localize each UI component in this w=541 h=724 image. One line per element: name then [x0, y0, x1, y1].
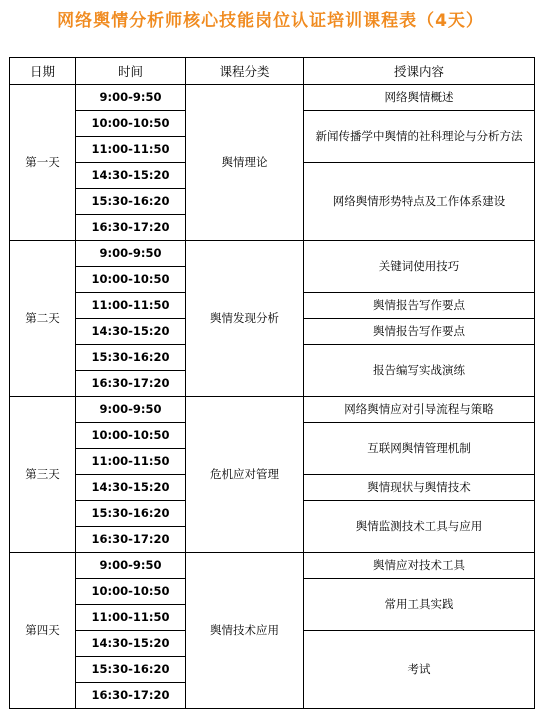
schedule-row	[10, 241, 535, 267]
time-slot: 9:00-9:50	[76, 85, 186, 111]
course-content: 互联网舆情管理机制	[304, 423, 535, 475]
course-content: 常用工具实践	[304, 579, 535, 631]
time-slot: 16:30-17:20	[76, 371, 186, 397]
header-time: 时间	[76, 58, 186, 85]
time-slot: 9:00-9:50	[76, 397, 186, 423]
day-label: 第一天	[10, 85, 76, 241]
time-slot: 14:30-15:20	[76, 631, 186, 657]
schedule-row	[10, 553, 535, 579]
course-content: 舆情应对技术工具	[304, 553, 535, 579]
time-slot: 14:30-15:20	[76, 319, 186, 345]
course-category: 舆情发现分析	[186, 241, 304, 397]
time-slot: 15:30-16:20	[76, 345, 186, 371]
course-content: 报告编写实战演练	[304, 345, 535, 397]
course-content: 考试	[304, 631, 535, 709]
time-slot: 15:30-16:20	[76, 657, 186, 683]
time-slot: 11:00-11:50	[76, 293, 186, 319]
day-label: 第四天	[10, 553, 76, 709]
time-slot: 14:30-15:20	[76, 475, 186, 501]
course-content: 网络舆情形势特点及工作体系建设	[304, 163, 535, 241]
schedule-table	[9, 57, 535, 709]
schedule-body	[10, 85, 535, 709]
course-category: 舆情技术应用	[186, 553, 304, 709]
course-content: 网络舆情应对引导流程与策略	[304, 397, 535, 423]
time-slot: 16:30-17:20	[76, 683, 186, 709]
day-label: 第三天	[10, 397, 76, 553]
header-row	[10, 58, 535, 85]
header-category: 课程分类	[186, 58, 304, 85]
course-content: 网络舆情概述	[304, 85, 535, 111]
time-slot: 9:00-9:50	[76, 241, 186, 267]
course-content: 舆情报告写作要点	[304, 319, 535, 345]
time-slot: 10:00-10:50	[76, 579, 186, 605]
time-slot: 10:00-10:50	[76, 111, 186, 137]
course-category: 舆情理论	[186, 85, 304, 241]
time-slot: 11:00-11:50	[76, 605, 186, 631]
day-label: 第二天	[10, 241, 76, 397]
schedule-row	[10, 85, 535, 111]
course-content: 关键词使用技巧	[304, 241, 535, 293]
time-slot: 11:00-11:50	[76, 449, 186, 475]
course-category: 危机应对管理	[186, 397, 304, 553]
time-slot: 9:00-9:50	[76, 553, 186, 579]
time-slot: 15:30-16:20	[76, 189, 186, 215]
course-content: 舆情报告写作要点	[304, 293, 535, 319]
time-slot: 14:30-15:20	[76, 163, 186, 189]
course-content: 舆情现状与舆情技术	[304, 475, 535, 501]
course-content: 舆情监测技术工具与应用	[304, 501, 535, 553]
schedule-row	[10, 397, 535, 423]
time-slot: 11:00-11:50	[76, 137, 186, 163]
time-slot: 15:30-16:20	[76, 501, 186, 527]
header-content: 授课内容	[304, 58, 535, 85]
page-title: 网络舆情分析师核心技能岗位认证培训课程表（4天）	[57, 11, 484, 31]
time-slot: 16:30-17:20	[76, 215, 186, 241]
time-slot: 16:30-17:20	[76, 527, 186, 553]
course-content: 新闻传播学中舆情的社科理论与分析方法	[304, 111, 535, 163]
time-slot: 10:00-10:50	[76, 267, 186, 293]
time-slot: 10:00-10:50	[76, 423, 186, 449]
header-date: 日期	[10, 58, 76, 85]
